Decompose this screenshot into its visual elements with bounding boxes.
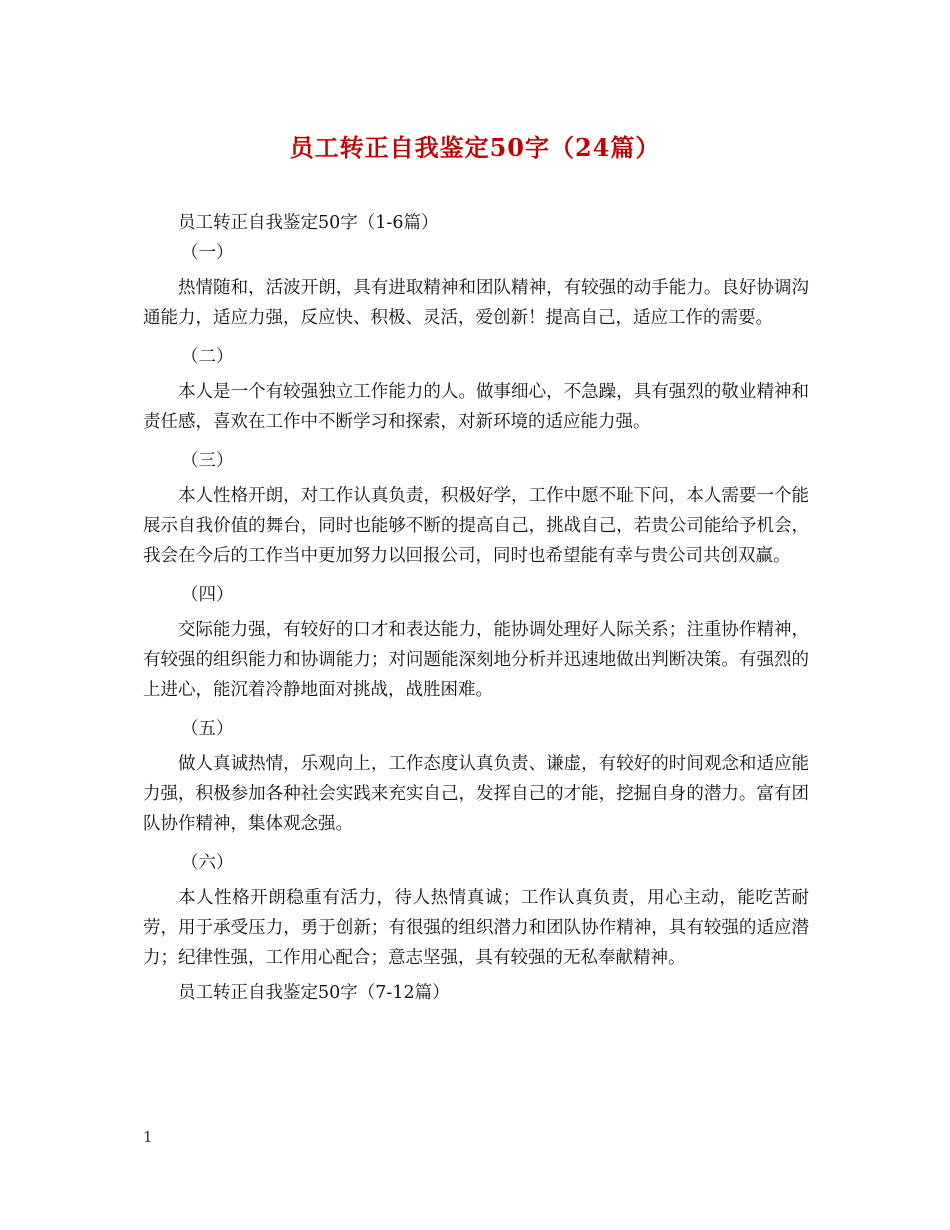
item-paragraph-2: 本人是一个有较强独立工作能力的人。做事细心，不急躁，具有强烈的敬业精神和责任感，喜欢在工作中不断学习和探索，对新环境的适应能力强。 (143, 382, 809, 432)
item-heading-6: （六） (181, 853, 234, 873)
page-number: 1 (143, 1128, 153, 1146)
item-heading-4: （四） (181, 585, 234, 605)
section-heading-7-12: 员工转正自我鉴定50字（7-12篇） (178, 983, 450, 1003)
document-title: 员工转正自我鉴定50字（24篇） (289, 133, 661, 162)
item-paragraph-6: 本人性格开朗稳重有活力，待人热情真诚；工作认真负责，用心主动，能吃苦耐劳，用于承受压力，勇于创新；有很强的组织潜力和团队协作精神，具有较强的适应潜力；纪律性强，工作用心配合；意志坚强，具有较强的无私奉献精神。 (143, 888, 809, 968)
item-heading-5: （五） (181, 719, 234, 739)
item-paragraph-3: 本人性格开朗，对工作认真负责，积极好学，工作中愿不耻下问，本人需要一个能展示自我价值的舞台，同时也能够不断的提高自己，挑战自己，若贵公司能给予机会，我会在今后的工作当中更加努力以回报公司，同时也希望能有幸与贵公司共创双赢。 (143, 486, 809, 566)
item-heading-1: （一） (181, 243, 234, 263)
document-body (143, 208, 809, 1008)
item-paragraph-4: 交际能力强，有较好的口才和表达能力，能协调处理好人际关系；注重协作精神，有较强的组织能力和协调能力；对问题能深刻地分析并迅速地做出判断决策。有强烈的上进心，能沉着冷静地面对挑战，战胜困难。 (143, 620, 809, 700)
item-heading-2: （二） (181, 347, 234, 367)
item-paragraph-1: 热情随和，活波开朗，具有进取精神和团队精神，有较强的动手能力。良好协调沟通能力，适应力强，反应快、积极、灵活，爱创新！提高自己，适应工作的需要。 (143, 278, 809, 328)
item-paragraph-5: 做人真诚热情，乐观向上，工作态度认真负责、谦虚，有较好的时间观念和适应能力强，积极参加各种社会实践来充实自己，发挥自己的才能，挖掘自身的潜力。富有团队协作精神，集体观念强。 (143, 754, 809, 834)
item-heading-3: （三） (181, 451, 234, 471)
section-heading-1-6: 员工转正自我鉴定50字（1-6篇） (178, 213, 439, 233)
